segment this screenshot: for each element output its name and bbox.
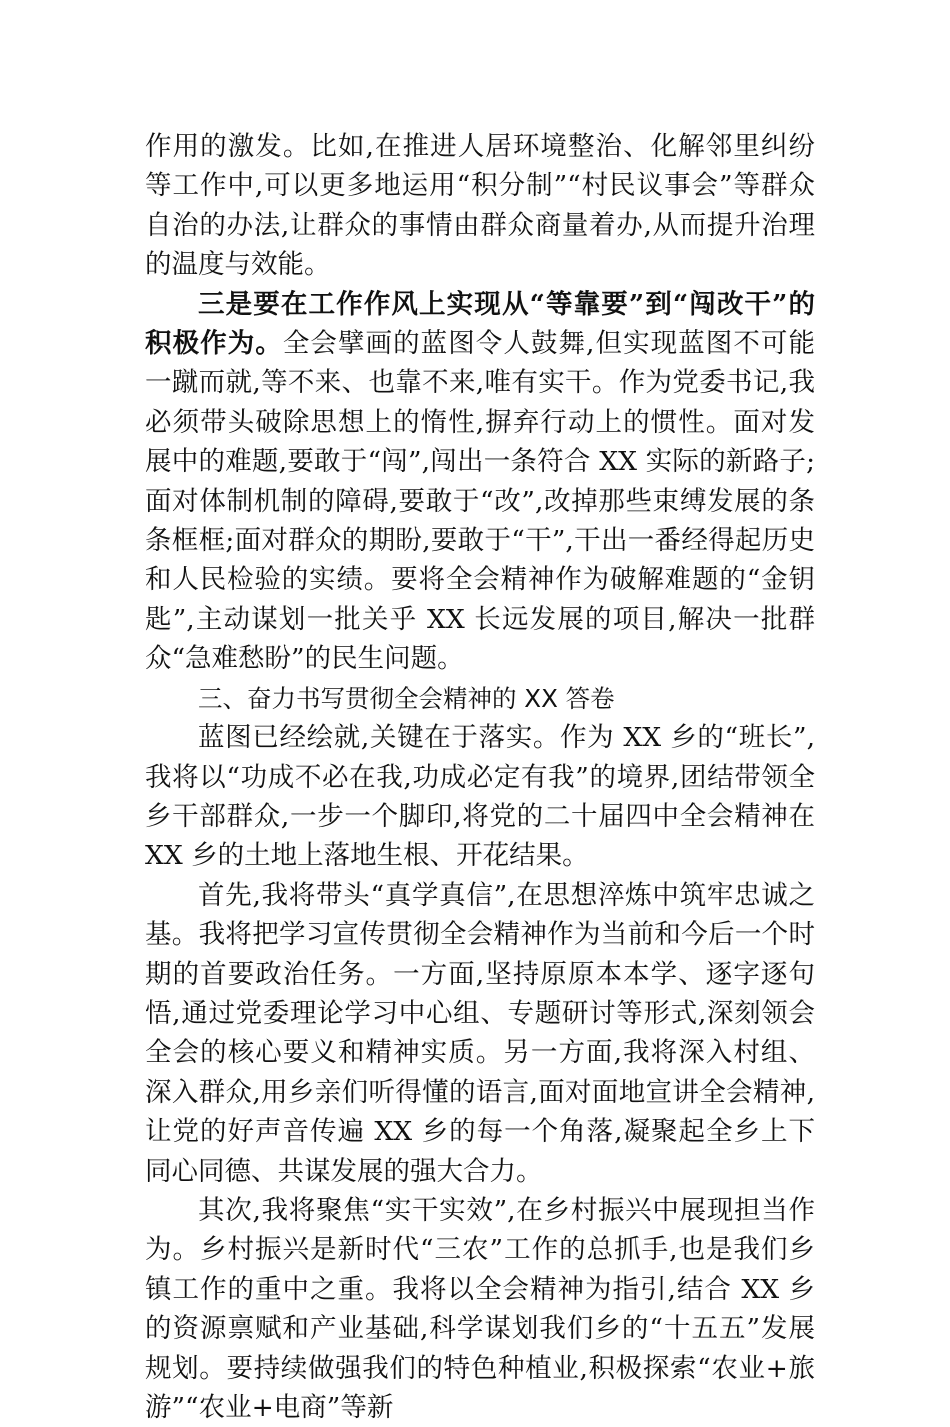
paragraph-text: 蓝图已经绘就,关键在于落实。作为 XX 乡的“班长”,我将以“功成不必在我,功成必定有我”的境界,团结带领全乡干部群众,一步一个脚印,将党的二十届四中全会精神在 XX 乡的土地上落地生根、开花结果。 xyxy=(145,722,815,872)
paragraph-lead-sentence: 三是要在工作作风上实现从“等靠要”到“闯改干”的积极作为。 xyxy=(145,288,815,360)
paragraph-text: 其次,我将聚焦“实干实效”,在乡村振兴中展现担当作为。乡村振兴是新时代“三农”工作的总抓手,也是我们乡镇工作的重中之重。我将以全会精神为指引,结合 XX 乡的资源禀赋和产业基础,科学谋划我们乡的“十五五”发展规划。要持续做强我们的特色种植业,积极探索“农业+旅游”“农业+电商”等新 xyxy=(145,1194,815,1423)
body-text xyxy=(145,127,815,1427)
paragraph-first xyxy=(145,876,815,1191)
paragraph-text: 全会擘画的蓝图令人鼓舞,但实现蓝图不可能一蹴而就,等不来、也靠不来,唯有实干。作为党委书记,我必须带头破除思想上的惰性,摒弃行动上的惯性。面对发展中的难题,要敢于“闯”,闯出一条符合 XX 实际的新路子;面对体制机制的障碍,要敢于“改”,改掉那些束缚发展的条条框框;面对群众的期盼,要敢于“干”,干出一番经得起历史和人民检验的实绩。要将全会精神作为破解难题的“金钥匙”,主动谋划一批关乎 XX 长远发展的项目,解决一批群众“急难愁盼”的民生问题。 xyxy=(145,328,815,675)
paragraph-point-three xyxy=(145,285,815,679)
paragraph-text: 作用的激发。比如,在推进人居环境整治、化解邻里纠纷等工作中,可以更多地运用“积分制”“村民议事会”等群众自治的办法,让群众的事情由群众商量着办,从而提升治理的温度与效能。 xyxy=(145,131,815,281)
paragraph-text: 首先,我将带头“真学真信”,在思想淬炼中筑牢忠诚之基。我将把学习宣传贯彻全会精神作为当前和今后一个时期的首要政治任务。一方面,坚持原原本本学、逐字逐句悟,通过党委理论学习中心组、专题研讨等形式,深刻领会全会的核心要义和精神实质。另一方面,我将深入村组、深入群众,用乡亲们听得懂的语言,面对面地宣讲全会精神,让党的好声音传遍 XX 乡的每一个角落,凝聚起全乡上下同心同德、共谋发展的强大合力。 xyxy=(145,879,815,1187)
section-heading: 三、奋力书写贯彻全会精神的 XX 答卷 xyxy=(198,683,615,713)
paragraph-second xyxy=(145,1191,815,1427)
paragraph-intro xyxy=(145,718,815,876)
paragraph-continuation xyxy=(145,127,815,285)
